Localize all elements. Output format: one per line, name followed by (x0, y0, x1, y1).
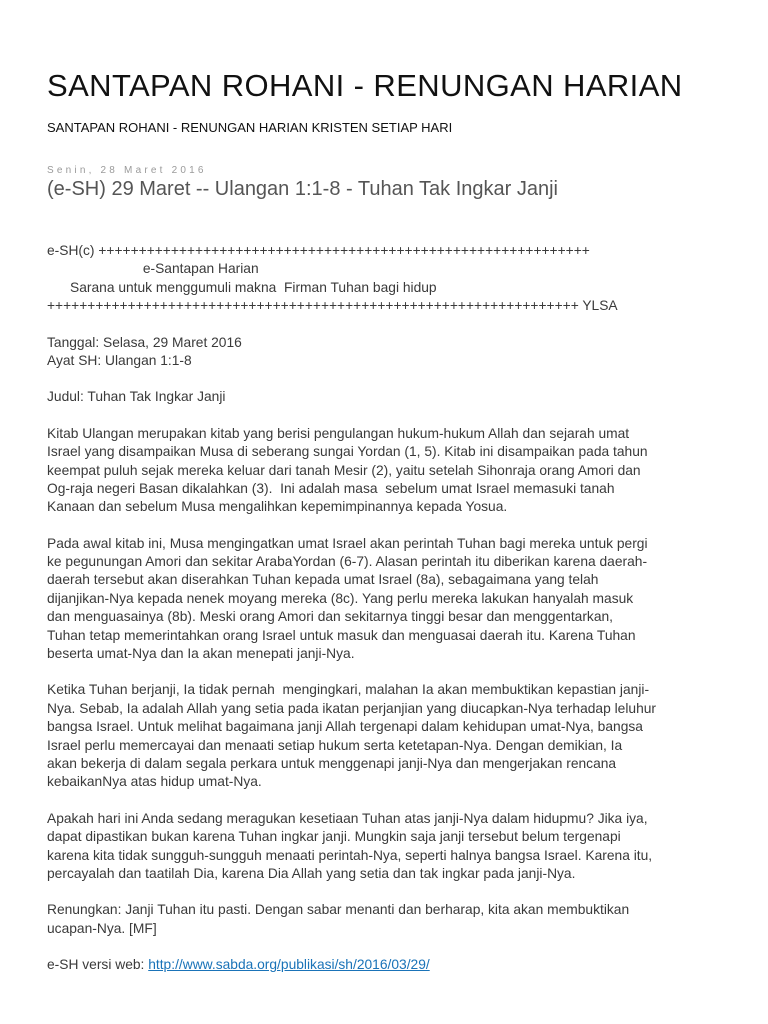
header-line: Sarana untuk menggumuli makna Firman Tuhan bagi hidup (47, 279, 437, 295)
paragraph-line: Kanaan dan sebelum Musa mengalihkan kepemimpinannya kepada Yosua. (47, 499, 508, 515)
paragraph-line: Nya. Sebab, Ia adalah Allah yang setia pada ikatan perjanjian yang diucapkan-Nya terhadap leluhur (47, 700, 657, 716)
post-title[interactable]: (e-SH) 29 Maret -- Ulangan 1:1-8 - Tuhan Tak Ingkar Janji (47, 178, 558, 200)
paragraph-line: kebaikanNya atas hidup umat-Nya. (47, 774, 262, 790)
header-line: ++++++++++++++++++++++++++++++++++++++++++++++++++++++++++++++++++ YLSA (47, 298, 618, 314)
paragraph-line: bangsa Israel. Untuk melihat bagaimana janji Allah tergenapi dalam kehidupan umat-Nya, bangsa (47, 719, 643, 735)
blog-description: SANTAPAN ROHANI - RENUNGAN HARIAN KRISTEN SETIAP HARI (47, 120, 453, 135)
header-line: e-SH(c) +++++++++++++++++++++++++++++++++++++++++++++++++++++++++++++ (47, 243, 590, 258)
paragraph-line: Kitab Ulangan merupakan kitab yang berisi pengulangan hukum-hukum Allah dan sejarah umat (47, 425, 630, 441)
paragraph (47, 901, 727, 938)
post-verse-line: Ayat SH: Ulangan 1:1-8 (47, 352, 192, 368)
paragraph (47, 681, 727, 791)
paragraph-line: Og-raja negeri Basan dikalahkan (3). Ini adalah masa sebelum umat Israel memasuki tanah (47, 480, 615, 496)
web-version-line (47, 956, 727, 974)
post-judul: Judul: Tuhan Tak Ingkar Janji (47, 389, 226, 405)
paragraph-line: karena kita tidak sungguh-sungguh menaati perintah-Nya, seperti halnya bangsa Israel. Karena itu, (47, 847, 653, 863)
paragraph-line: dan menguasainya (8b). Meski orang Amori dan sekitarnya tinggi besar dan menggentarkan, (47, 609, 614, 625)
paragraph-line: daerah tersebut akan diserahkan Tuhan kepada umat Israel (8a), sebagaimana yang telah (47, 572, 599, 588)
paragraph (47, 425, 727, 517)
post-header-block (47, 242, 727, 316)
paragraph-line: ucapan-Nya. [MF] (47, 920, 157, 936)
paragraph-line: Renungkan: Janji Tuhan itu pasti. Dengan sabar menanti dan berharap, kita akan membuktikan (47, 902, 630, 918)
paragraph-line: dijanjikan-Nya kepada nenek moyang mereka (8c). Yang perlu mereka lakukan hanyalah masuk (47, 590, 634, 606)
paragraph-line: Apakah hari ini Anda sedang meragukan kesetiaan Tuhan atas janji-Nya dalam hidupmu? Jika iya, (47, 810, 648, 826)
paragraph-line: ke pegunungan Amori dan sekitar ArabaYordan (6-7). Alasan perintah itu diberikan karena daerah- (47, 554, 648, 570)
paragraph-line: Israel perlu memercayai dan menaati setiap hukum serta ketetapan-Nya. Dengan demikian, Ia (47, 737, 623, 753)
post-meta (47, 334, 727, 371)
post-body (47, 242, 727, 975)
paragraph-line: Pada awal kitab ini, Musa mengingatkan umat Israel akan perintah Tuhan bagi mereka untuk pergi (47, 535, 648, 551)
paragraph-line: keempat puluh sejak mereka keluar dari tanah Mesir (2), yaitu setelah Sihonraja orang Amori dan (47, 462, 641, 478)
paragraph-line: dapat dipastikan bukan karena Tuhan ingkar janji. Mungkin saja janji tersebut belum tergenapi (47, 829, 621, 845)
paragraph-line: percayalah dan taatilah Dia, karena Dia Allah yang setia dan tak ingkar pada janji-Nya. (47, 865, 576, 881)
header-line: e-Santapan Harian (47, 261, 259, 277)
post-date-line: Tanggal: Selasa, 29 Maret 2016 (47, 334, 242, 350)
paragraph-line: Tuhan tetap memerintahkan orang Israel untuk masuk dan menguasai daerah itu. Karena Tuhan (47, 627, 636, 643)
paragraph-line: akan bekerja di dalam segala perkara untuk menggenapi janji-Nya dan mengerjakan rencana (47, 755, 617, 771)
paragraph-line: beserta umat-Nya dan Ia akan menepati janji-Nya. (47, 646, 355, 662)
web-version-link[interactable]: http://www.sabda.org/publikasi/sh/2016/03/29/ (148, 957, 430, 973)
paragraph-line: Ketika Tuhan berjanji, Ia tidak pernah mengingkari, malahan Ia akan membuktikan kepastian janji- (47, 682, 650, 698)
paragraph (47, 810, 727, 884)
paragraph (47, 535, 727, 664)
paragraph-line: Israel yang disampaikan Musa di seberang sungai Yordan (1, 5). Kitab ini disampaikan pada tahun (47, 444, 648, 460)
post-date: Senin, 28 Maret 2016 (47, 165, 207, 176)
blog-title[interactable]: SANTAPAN ROHANI - RENUNGAN HARIAN (47, 68, 683, 103)
web-version-label: e-SH versi web: (47, 957, 149, 973)
